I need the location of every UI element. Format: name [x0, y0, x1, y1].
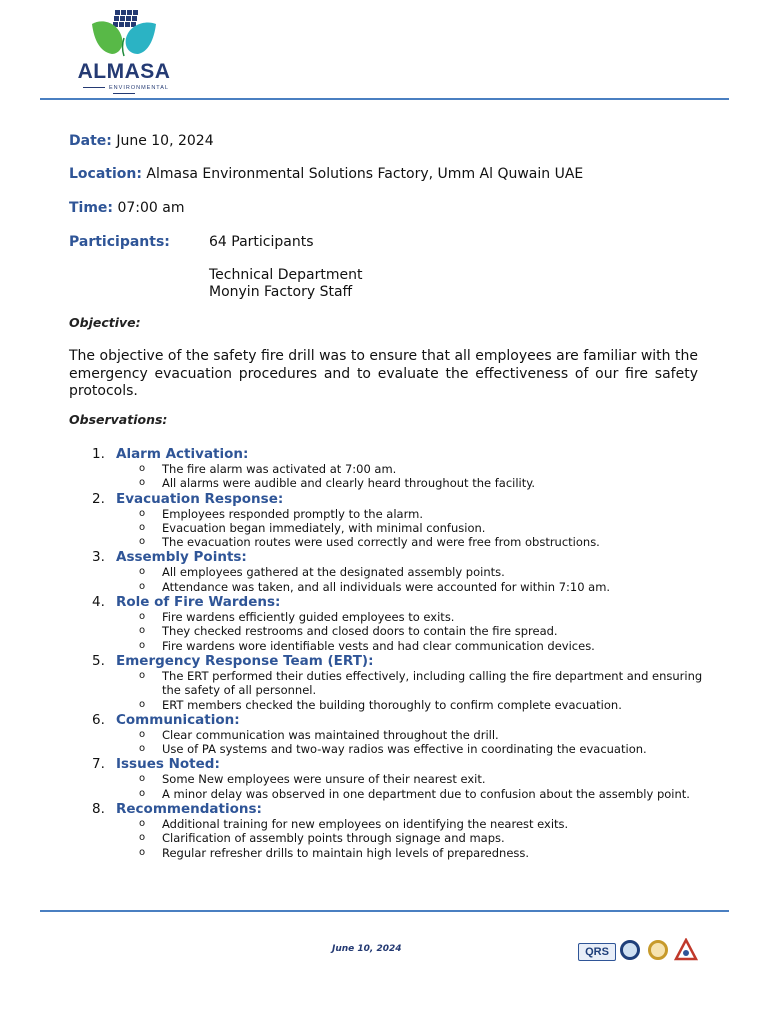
- observation-title: Role of Fire Wardens:: [116, 594, 281, 611]
- observation-bullet: o Additional training for new employees on identifying the nearest exits.: [92, 817, 712, 831]
- observation-bullet: o Fire wardens efficiently guided employees to exits.: [92, 610, 712, 624]
- observation-item: [92, 549, 712, 594]
- observation-number: 3.: [92, 549, 105, 566]
- observation-number: 7.: [92, 756, 105, 773]
- objective-text: The objective of the safety fire drill was to ensure that all employees are familiar with the emergency evacuation procedures and to evaluate the effectiveness of our fire safety protocols.: [69, 348, 698, 399]
- observation-item: [92, 653, 712, 712]
- location-value: Almasa Environmental Solutions Factory, Umm Al Quwain UAE: [146, 166, 584, 182]
- certification-badges: [578, 938, 702, 966]
- qrs-badge: QRS: [578, 943, 616, 961]
- observations-heading: Observations:: [69, 412, 168, 427]
- observation-title: Emergency Response Team (ERT):: [116, 652, 374, 669]
- observation-item: [92, 712, 712, 757]
- logo-subtitle: ENVIRONMENTAL: [70, 85, 178, 97]
- observation-bullet: o Employees responded promptly to the alarm.: [92, 507, 712, 521]
- date-field: [69, 133, 214, 149]
- observation-bullet: o Attendance was taken, and all individuals were accounted for within 7:10 am.: [92, 580, 712, 594]
- participants-group: Monyin Factory Staff: [209, 284, 353, 300]
- location-label: Location:: [69, 166, 142, 182]
- company-logo: [70, 8, 178, 92]
- observation-number: 8.: [92, 801, 105, 818]
- observation-bullet: o Regular refresher drills to maintain high levels of preparedness.: [92, 846, 712, 860]
- time-value: 07:00 am: [117, 200, 185, 216]
- footer-date: June 10, 2024: [332, 944, 402, 954]
- observation-bullet: o All alarms were audible and clearly heard throughout the facility.: [92, 476, 712, 490]
- observation-number: 6.: [92, 711, 105, 728]
- observation-bullet: o All employees gathered at the designated assembly points.: [92, 565, 712, 579]
- observation-bullet: o A minor delay was observed in one department due to confusion about the assembly point.: [92, 787, 712, 801]
- observation-bullet: o Clarification of assembly points through signage and maps.: [92, 831, 712, 845]
- observation-number: 5.: [92, 652, 105, 669]
- participants-label: Participants:: [69, 234, 170, 250]
- observation-bullet: o The fire alarm was activated at 7:00 am.: [92, 462, 712, 476]
- observation-bullet: o Fire wardens wore identifiable vests and had clear communication devices.: [92, 639, 712, 653]
- observation-number: 4.: [92, 594, 105, 611]
- observation-item: [92, 801, 712, 860]
- observation-item: [92, 594, 712, 653]
- gold-seal-icon: [648, 940, 668, 960]
- warning-triangle-icon: [674, 938, 698, 962]
- participants-field: [69, 234, 170, 250]
- date-label: Date:: [69, 133, 112, 149]
- date-value: June 10, 2024: [116, 133, 214, 149]
- location-field: [69, 166, 583, 182]
- observation-title: Issues Noted:: [116, 756, 220, 773]
- certification-seal-icon: [620, 940, 640, 960]
- participants-group: Technical Department: [209, 267, 363, 283]
- observation-bullet: o Clear communication was maintained throughout the drill.: [92, 728, 712, 742]
- observation-number: 1.: [92, 446, 105, 462]
- logo-wordmark: ALMASA: [77, 60, 171, 83]
- participants-groups: [209, 267, 362, 301]
- footer-divider: [40, 910, 729, 912]
- observation-title: Recommendations:: [116, 801, 262, 818]
- observation-item: [92, 446, 712, 491]
- observation-bullet: o Evacuation began immediately, with minimal confusion.: [92, 521, 712, 535]
- observation-title: Assembly Points:: [116, 549, 247, 566]
- header-divider: [40, 98, 729, 100]
- observation-bullet: o Use of PA systems and two-way radios was effective in coordinating the evacuation.: [92, 742, 712, 756]
- observation-bullet: o Some New employees were unsure of their nearest exit.: [92, 772, 712, 786]
- observation-title: Communication:: [116, 711, 240, 728]
- observation-bullet: o The ERT performed their duties effectively, including calling the fire department and ensuring the safety of all personnel.: [92, 669, 712, 698]
- observation-title: Evacuation Response:: [116, 490, 284, 507]
- observation-title: Alarm Activation:: [116, 446, 249, 462]
- observation-bullet: o They checked restrooms and closed doors to contain the fire spread.: [92, 624, 712, 638]
- observation-bullet: o The evacuation routes were used correctly and were free from obstructions.: [92, 535, 712, 549]
- observation-number: 2.: [92, 490, 105, 507]
- time-field: [69, 200, 185, 216]
- observations-list: [92, 446, 712, 860]
- objective-heading: Objective:: [69, 315, 141, 330]
- participants-count: 64 Participants: [209, 234, 314, 250]
- leaf-solar-icon: [88, 8, 160, 60]
- time-label: Time:: [69, 200, 114, 216]
- observation-bullet: o ERT members checked the building thoroughly to confirm complete evacuation.: [92, 698, 712, 712]
- observation-item: [92, 756, 712, 801]
- observation-item: [92, 491, 712, 550]
